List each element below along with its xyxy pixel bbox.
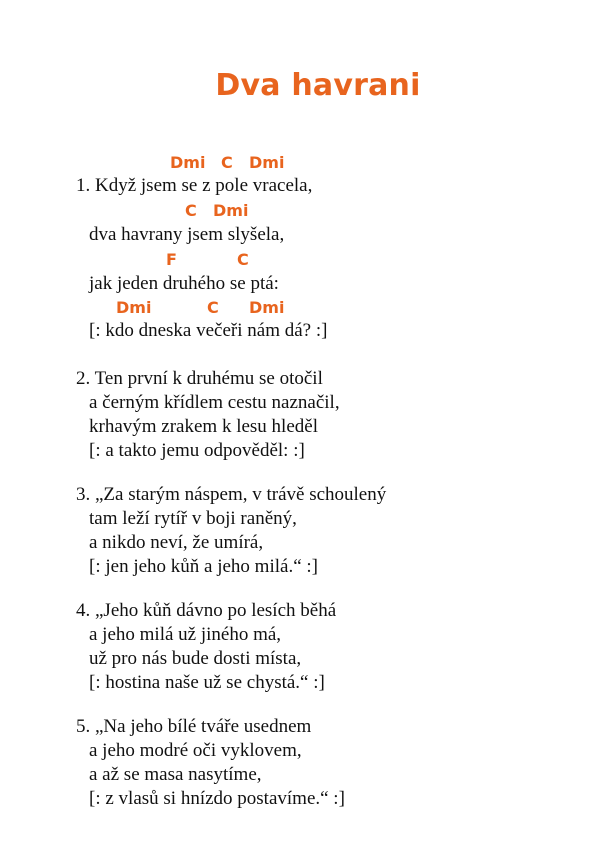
chord: Dmi: [249, 298, 285, 317]
lyric-line: [: z vlasů si hnízdo postavíme.“ :]: [89, 788, 345, 809]
lyric-line: 1. Když jsem se z pole vracela,: [76, 175, 313, 196]
chord: Dmi: [213, 201, 249, 220]
lyric-line: a jeho milá už jiného má,: [89, 624, 282, 645]
lyric-line: už pro nás bude dosti místa,: [89, 648, 302, 669]
lyric-line: [: hostina naše už se chystá.“ :]: [89, 672, 325, 693]
lyric-line: a černým křídlem cestu naznačil,: [89, 392, 340, 413]
chord: Dmi: [116, 298, 152, 317]
lyric-line: a nikdo neví, že umírá,: [89, 532, 264, 553]
lyric-line: 3. „Za starým náspem, v trávě schoulený: [76, 484, 387, 505]
lyric-line: 5. „Na jeho bílé tváře usednem: [76, 716, 312, 737]
lyric-line: [: kdo dneska večeři nám dá? :]: [89, 320, 328, 341]
lyric-line: krhavým zrakem k lesu hleděl: [89, 416, 318, 437]
lyric-line: a až se masa nasytíme,: [89, 764, 262, 785]
lyric-line: [: jen jeho kůň a jeho milá.“ :]: [89, 556, 318, 577]
lyric-line: jak jeden druhého se ptá:: [89, 273, 279, 294]
lyric-line: [: a takto jemu odpověděl: :]: [89, 440, 305, 461]
lyric-line: tam leží rytíř v boji raněný,: [89, 508, 297, 529]
chord: C: [207, 298, 219, 317]
song-title: Dva havrani: [215, 68, 421, 103]
chord: C: [185, 201, 197, 220]
lyric-line: 2. Ten první k druhému se otočil: [76, 368, 323, 389]
lyric-line: dva havrany jsem slyšela,: [89, 224, 285, 245]
lyric-line: 4. „Jeho kůň dávno po lesích běhá: [76, 600, 337, 621]
chord: C: [221, 153, 233, 172]
lyric-line: a jeho modré oči vyklovem,: [89, 740, 302, 761]
chord: F: [166, 250, 177, 269]
chord: Dmi: [170, 153, 206, 172]
chord: C: [237, 250, 249, 269]
chord: Dmi: [249, 153, 285, 172]
